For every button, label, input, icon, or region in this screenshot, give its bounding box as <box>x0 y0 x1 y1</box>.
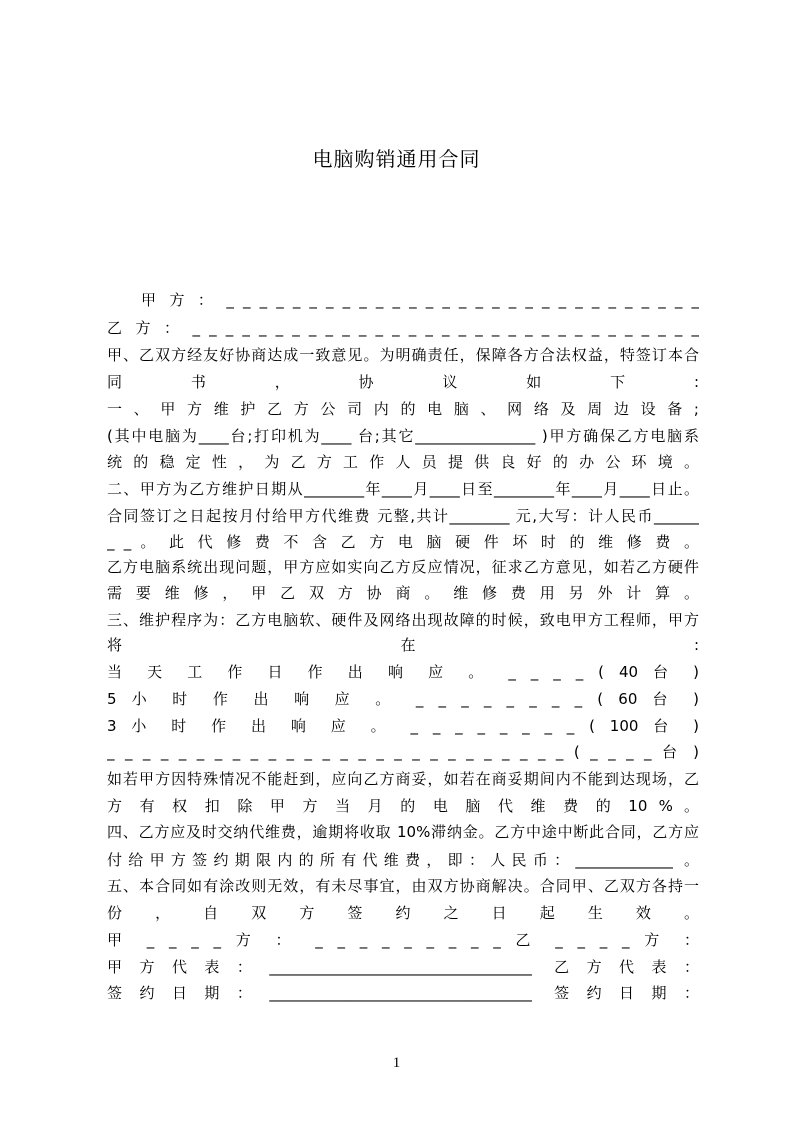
response-line: 3 小 时 作 出 响 应 。 _ _ _ _ _ _ _ _ ( 100 台 ) <box>107 717 699 735</box>
text-line: 需 要 维 修 ， 甲 乙 双 方 协 商 。 维 修 费 用 另 外 计 算 。 <box>107 584 699 602</box>
page-number: 1 <box>392 1055 401 1071</box>
signature-representative-line: 甲方代表：___________________________________ 乙方代表： <box>107 958 699 976</box>
document-title: 电脑购销通用合同 <box>312 147 481 171</box>
clause-1-line: 一 、 甲 方 维 护 乙 方 公 司 内 的 电 脑 、 网 络 及 周 边 设 备 ; <box>107 400 699 418</box>
text-line: 将 在 : <box>107 636 699 654</box>
clause-4-line: 四、乙方应及时交纳代维费，逾期将收取 10%滞纳金。乙方中途中断此合同，乙方应 <box>107 823 699 841</box>
text-line: 同 书 ， 协 议 如 下 : <box>107 373 699 391</box>
signature-party-line: 甲 _ _ _ _ 方 ： _ _ _ _ _ _ _ _ _ 乙 _ _ _ _ 方 ： <box>107 931 699 949</box>
text-line: 如若甲方因特殊情况不能赶到，应向乙方商妥，如若在商妥期间内不能到达现场，乙 <box>107 770 699 788</box>
clause-5-line: 五、本合同如有涂改则无效，有未尽事宜，由双方协商解决。合同甲、乙双方各持一 <box>107 877 699 895</box>
text-line: 方 有 权 扣 除 甲 方 当 月 的 电 脑 代 维 费 的 10 % 。 <box>107 797 699 815</box>
text-line: 合同签订之日起按月付给甲方代维费 元整,共计________ 元,大写：计人民币______ <box>107 507 699 525</box>
signature-date-line: 签约日期：___________________________________ 签约日期： <box>107 984 699 1002</box>
text-line: 甲、乙双方经友好协商达成一致意见。为明确责任，保障各方合法权益，特签订本合 <box>107 346 699 364</box>
response-line: _ _ _ _ _ _ _ _ _ _ _ _ _ _ _ _ _ _ _ _ _ _ _ _ _ _ ( _ _ _ _ 台 ) <box>107 743 699 761</box>
clause-3-line: 三、维护程序为：乙方电脑软、硬件及网络出现故障的时候，致电甲方工程师，甲方 <box>107 611 699 629</box>
text-line: (其中电脑为____台;打印机为____ 台;其它________________ )甲方确保乙方电脑系 <box>107 427 699 445</box>
text-line: 份 ， 自 双 方 签 约 之 日 起 生 效 。 <box>107 904 699 922</box>
party-b-line: 乙 方 ： _ _ _ _ _ _ _ _ _ _ _ _ _ _ _ _ _ _ _ _ _ _ _ _ _ _ _ _ _ _ _ <box>107 319 699 337</box>
text-line: 付给甲方签约期限内的所有代维费，即：人民币：_____________ 。 <box>107 851 699 869</box>
response-line: 当 天 工 作 日 作 出 响 应 。 _ _ _ _ ( 40 台 ) <box>107 663 699 681</box>
clause-2-line: 二、甲方为乙方维护日期从________年____月____日至________年____月____日止。 <box>107 480 699 498</box>
party-a-line: 甲 方 ： _ _ _ _ _ _ _ _ _ _ _ _ _ _ _ _ _ _ _ _ _ _ _ _ _ _ _ _ _ <box>141 291 699 309</box>
text-line: 统 的 稳 定 性 ， 为 乙 方 工 作 人 员 提 供 良 好 的 办 公 环 境 。 <box>107 453 699 471</box>
response-line: 5 小 时 作 出 响 应 。 _ _ _ _ _ _ _ _ ( 60 台 ) <box>107 690 699 708</box>
text-line: 乙方电脑系统出现问题，甲方应如实向乙方反应情况，征求乙方意见，如若乙方硬件 <box>107 558 699 576</box>
text-line: _ _ 。 此 代 修 费 不 含 乙 方 电 脑 硬 件 坏 时 的 维 修 费 。 <box>107 533 699 551</box>
